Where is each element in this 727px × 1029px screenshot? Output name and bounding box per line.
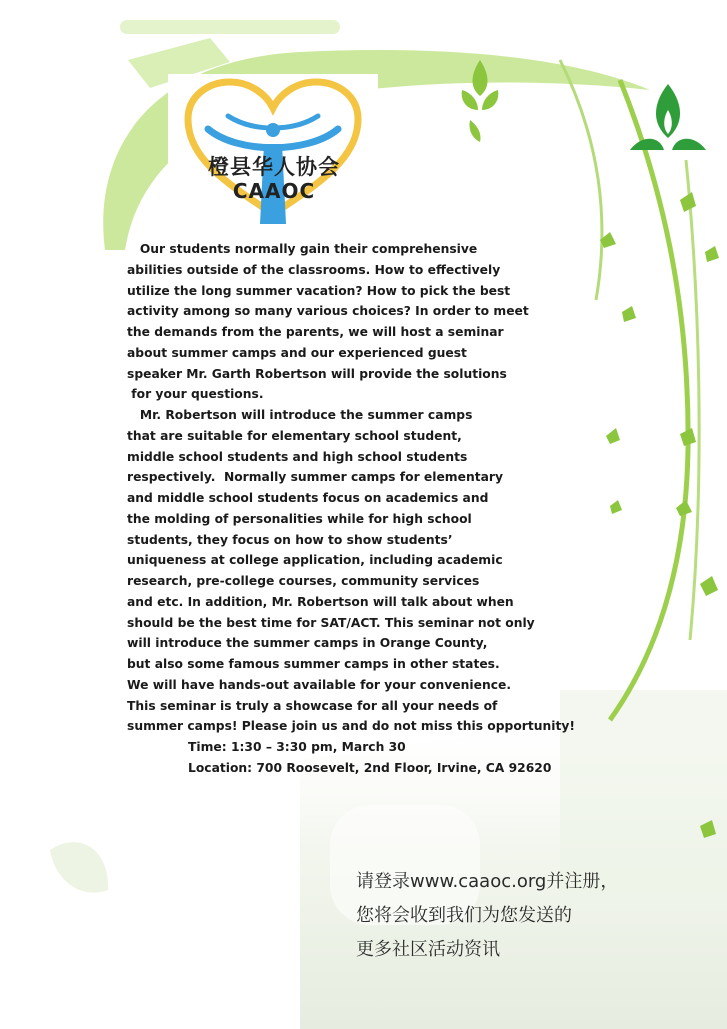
body-line: activity among so many various choices? In order to meet (127, 304, 529, 319)
caaoc-logo (168, 74, 378, 232)
body-line: respectively. Normally summer camps for elementary (127, 470, 503, 485)
body-line: Mr. Robertson will introduce the summer camps (127, 408, 473, 422)
body-line: about summer camps and our experienced guest (127, 345, 467, 360)
body-line: will introduce the summer camps in Orange County, (127, 636, 488, 651)
footer-line-2: 您将会收到我们为您发送的 (356, 905, 572, 926)
body-line: the demands from the parents, we will host a seminar (127, 325, 504, 339)
body-line: and middle school students focus on academics and (127, 491, 489, 505)
body-line: and etc. In addition, Mr. Robertson will talk about when (127, 594, 514, 609)
footer-line-3: 更多社区活动资讯 (356, 939, 500, 960)
body-line: the molding of personalities while for high school (127, 511, 472, 526)
body-line: for your questions. (127, 387, 264, 402)
body-line: should be the best time for SAT/ACT. This seminar not only (127, 615, 535, 630)
body-line: Our students normally gain their comprehensive (127, 242, 478, 256)
body-line: abilities outside of the classrooms. How to effectively (127, 262, 501, 277)
body-line: We will have hands-out available for your convenience. (127, 677, 512, 692)
body-line: summer camps! Please join us and do not miss this opportunity! (127, 719, 575, 734)
body-line: uniqueness at college application, including academic (127, 553, 503, 568)
event-location: Location: 700 Roosevelt, 2nd Floor, Irvine, CA 92620 (188, 760, 552, 775)
body-line: utilize the long summer vacation? How to pick the best (127, 283, 511, 298)
logo-chinese-name: 橙县华人协会 (208, 155, 340, 179)
body-line: speaker Mr. Garth Robertson will provide the solutions (127, 366, 507, 381)
body-line: that are suitable for elementary school student, (127, 428, 462, 443)
body-line: but also some famous summer camps in other states. (127, 657, 500, 671)
footer-line-1: 请登录www.caaoc.org并注册， (356, 871, 619, 892)
body-line: research, pre-college courses, community services (127, 574, 480, 588)
body-line: This seminar is truly a showcase for all your needs of (127, 698, 498, 713)
seminar-description (127, 239, 667, 779)
chinese-registration-note (356, 865, 716, 967)
body-line: students, they focus on how to show students’ (127, 532, 453, 547)
body-line: middle school students and high school students (127, 449, 468, 464)
event-time: Time: 1:30 – 3:30 pm, March 30 (188, 740, 406, 754)
logo-acronym: CAAOC (232, 179, 316, 203)
